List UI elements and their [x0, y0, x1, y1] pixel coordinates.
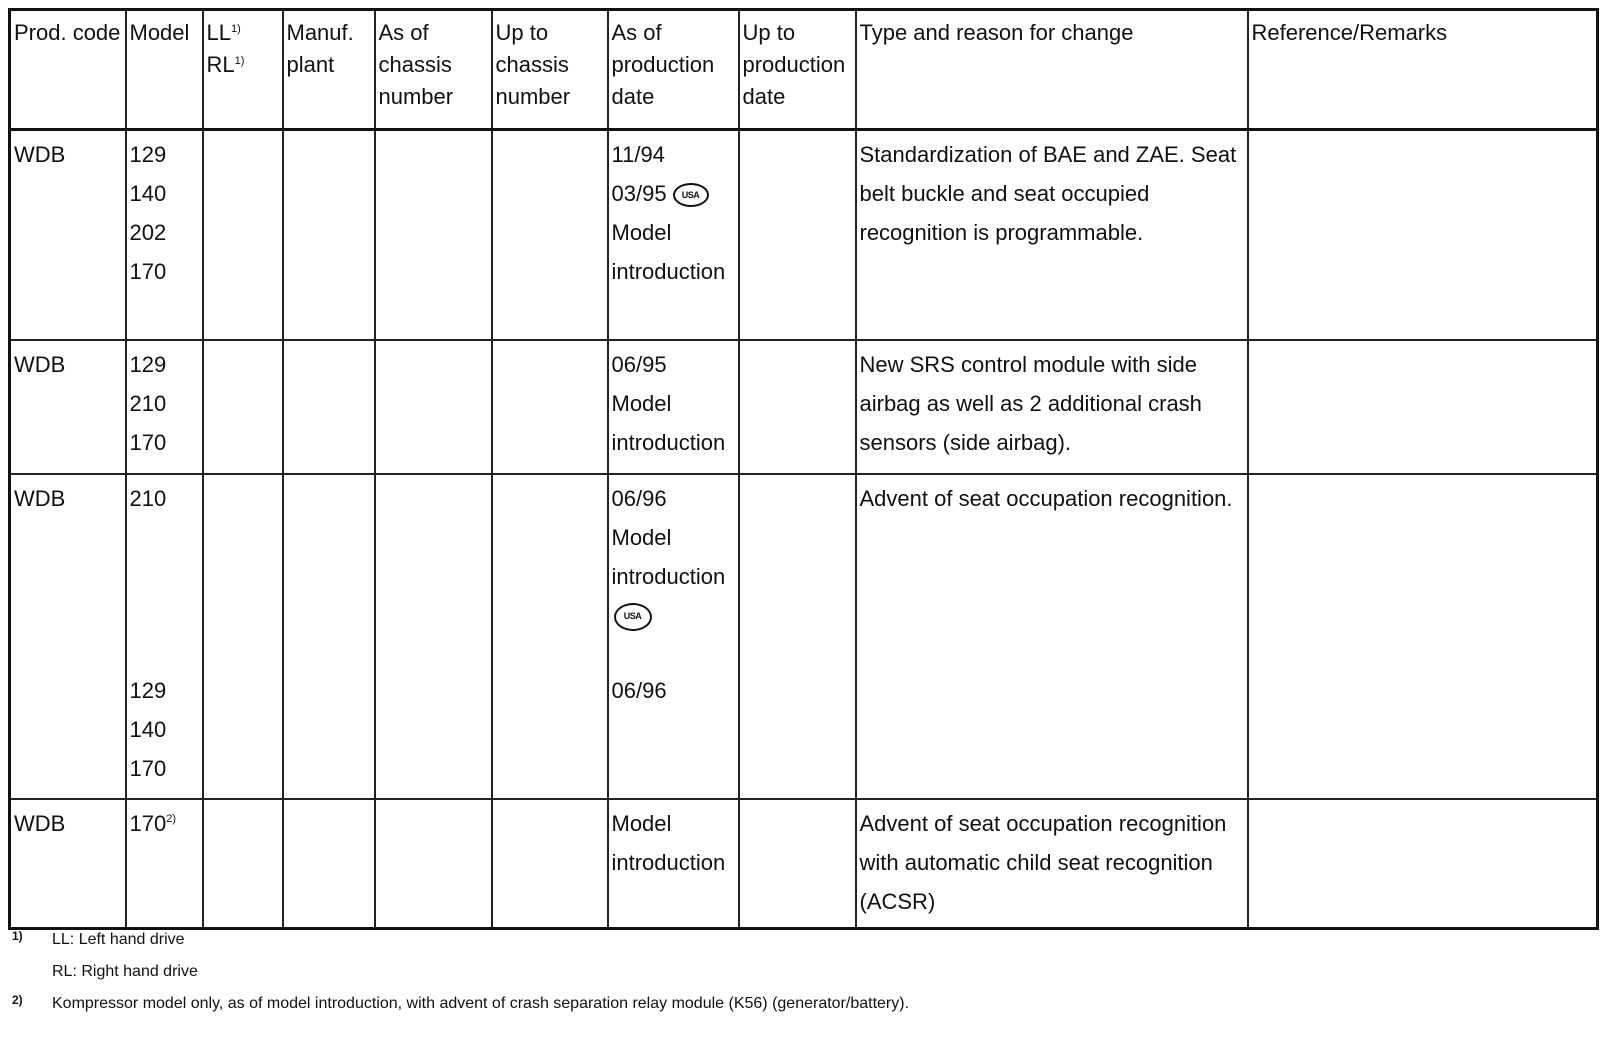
production-date-text: 03/95 [611, 181, 667, 206]
reason-cell: New SRS control module with side airbag as well as 2 additional crash sensors (side airbag). [856, 340, 1248, 474]
up-to-chassis-cell [492, 130, 608, 340]
footnotes [12, 924, 909, 1020]
footnote-ref-1b: 1) [234, 55, 245, 67]
table-row [10, 340, 1598, 474]
as-of-production-cell: 06/96 Model introduction USA 06/96 [608, 474, 739, 799]
ll-rl-cell [203, 340, 283, 474]
header-as-of-production: As of production date [608, 10, 739, 130]
model-cell: 210 129 140 170 [126, 474, 203, 799]
footnote-1-continued [12, 956, 909, 988]
usa-badge-icon: USA [673, 183, 709, 207]
footnote-mark: 1) [12, 929, 23, 943]
header-reason-for-change: Type and reason for change [856, 10, 1248, 130]
footnote-mark: 2) [12, 993, 23, 1007]
header-ll-rl [203, 10, 283, 130]
manuf-plant-cell [283, 340, 375, 474]
remarks-cell [1248, 474, 1598, 799]
table-row [10, 130, 1598, 340]
prod-code-cell: WDB [10, 340, 126, 474]
as-of-production-cell: 06/95 Model introduction [608, 340, 739, 474]
spec-sheet [8, 8, 1599, 930]
as-of-chassis-cell [375, 340, 492, 474]
footnote-text: Kompressor model only, as of model introduction, with advent of crash separation relay module (K56) (generator/battery). [52, 995, 910, 1012]
header-rl-text: RL [206, 52, 235, 77]
reason-cell: Standardization of BAE and ZAE. Seat belt buckle and seat occupied recognition is programmable. [856, 130, 1248, 340]
as-of-chassis-cell [375, 474, 492, 799]
up-to-chassis-cell [492, 799, 608, 929]
footnote-ref-2: 2) [166, 812, 176, 825]
up-to-production-cell [739, 799, 856, 929]
as-of-chassis-cell [375, 130, 492, 340]
ll-rl-cell [203, 474, 283, 799]
up-to-production-cell [739, 474, 856, 799]
ll-rl-cell [203, 799, 283, 929]
usa-badge-icon: USA [614, 603, 652, 631]
up-to-production-cell [739, 340, 856, 474]
footnote-ref-1: 1) [230, 23, 241, 35]
footnote-mark [12, 952, 52, 984]
up-to-chassis-cell [492, 474, 608, 799]
ll-rl-cell [203, 130, 283, 340]
footnote-2 [12, 988, 909, 1020]
as-of-chassis-cell [375, 799, 492, 929]
prod-code-cell: WDB [10, 130, 126, 340]
header-manuf-plant: Manuf. plant [283, 10, 375, 130]
header-prod-code: Prod. code [10, 10, 126, 130]
footnote-text: RL: Right hand drive [52, 963, 198, 980]
up-to-production-cell [739, 130, 856, 340]
table-row [10, 799, 1598, 929]
model-cell: 129 210 170 [126, 340, 203, 474]
prod-code-cell: WDB [10, 474, 126, 799]
header-reference-remarks: Reference/Remarks [1248, 10, 1598, 130]
header-model: Model [126, 10, 203, 130]
footnote-text: LL: Left hand drive [52, 931, 185, 948]
footnote-1 [12, 924, 909, 956]
as-of-production-cell: Model introduction [608, 799, 739, 929]
model-cell: 129 140 202 170 [126, 130, 203, 340]
header-row [10, 10, 1598, 130]
remarks-cell [1248, 799, 1598, 929]
model-cell [126, 799, 203, 929]
model-change-table [8, 8, 1599, 930]
reason-cell: Advent of seat occupation recognition with automatic child seat recognition (ACSR) [856, 799, 1248, 929]
manuf-plant-cell [283, 474, 375, 799]
model-text: 170 [129, 810, 167, 836]
reason-cell: Advent of seat occupation recognition. [856, 474, 1248, 799]
prod-code-cell: WDB [10, 799, 126, 929]
up-to-chassis-cell [492, 340, 608, 474]
remarks-cell [1248, 340, 1598, 474]
header-up-to-chassis: Up to chassis number [492, 10, 608, 130]
remarks-cell [1248, 130, 1598, 340]
table-row [10, 474, 1598, 799]
manuf-plant-cell [283, 799, 375, 929]
manuf-plant-cell [283, 130, 375, 340]
header-up-to-production: Up to production date [739, 10, 856, 130]
header-as-of-chassis: As of chassis number [375, 10, 492, 130]
header-ll-text: LL [206, 20, 231, 45]
as-of-production-cell: 11/94 03/95 USA Model introduction [608, 130, 739, 340]
